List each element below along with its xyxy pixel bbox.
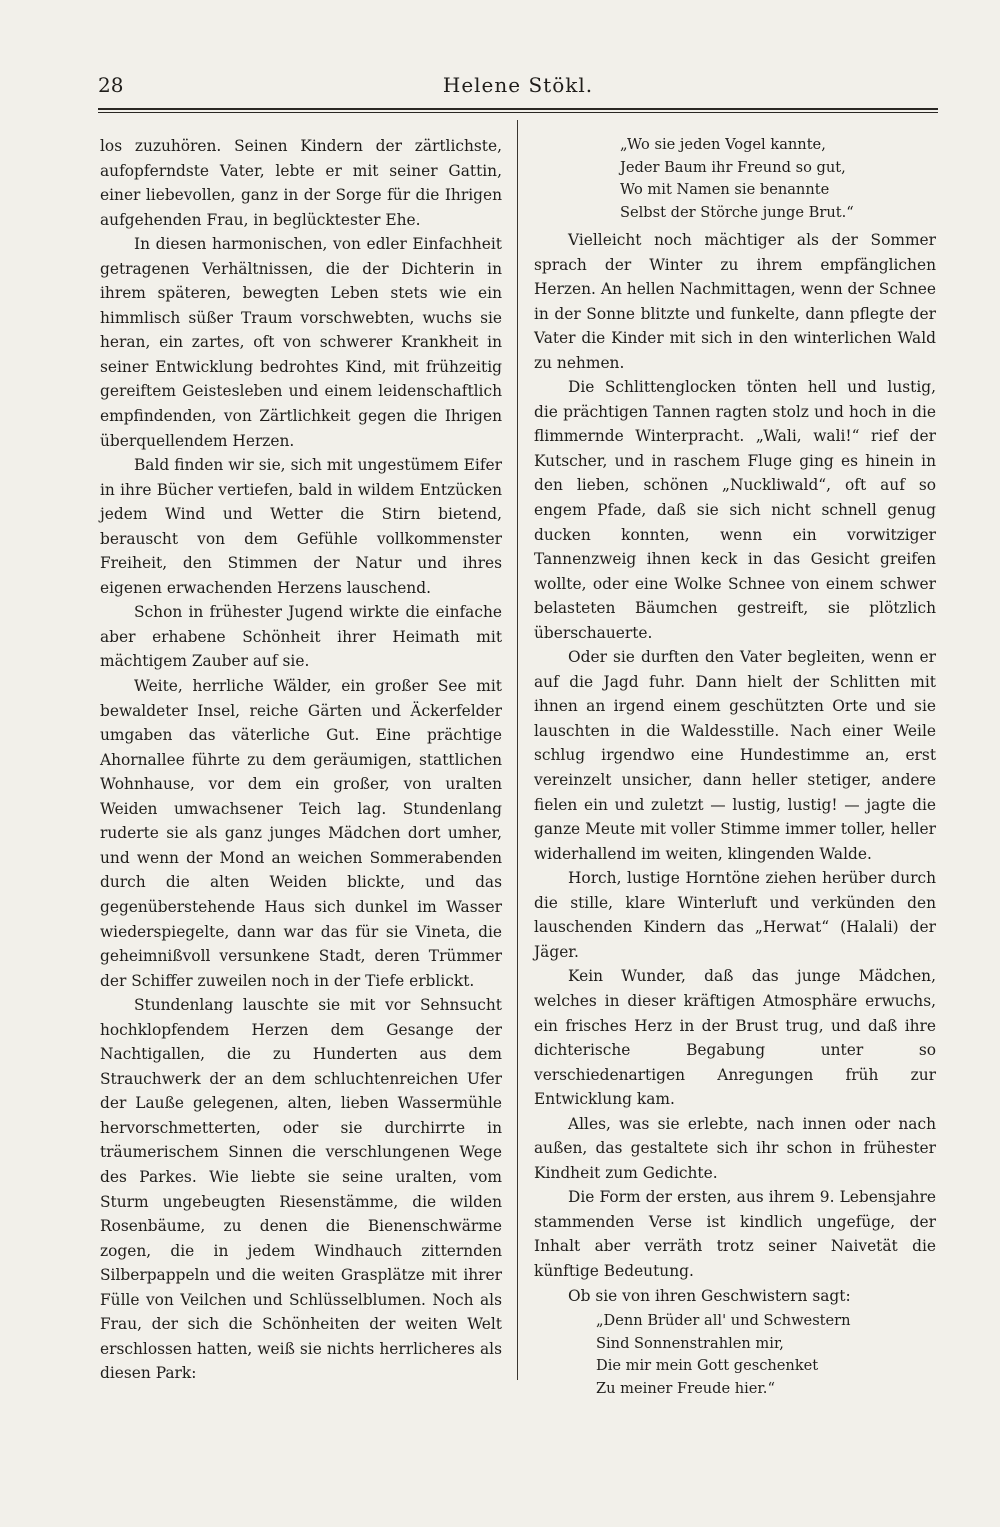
paragraph: In diesen harmonischen, von edler Einfachheit getragenen Verhältnissen, die der Dichterin in ihrem späteren, bewegten Leben stets wie ein himmlisch süßer Traum vorschwebten, wuchs sie heran, ein zartes, oft von schwerer Krankheit in seiner Entwicklung bedrohtes Kind, mit frühzeitig gereiftem Geistesleben und einem leidenschaftlich empfindenden, von Zärtlichkeit gegen die Ihrigen überquellendem Herzen. — [100, 235, 502, 450]
poem-line: Selbst der Störche junge Brut.“ — [620, 203, 854, 221]
paragraph: Weite, herrliche Wälder, ein großer See mit bewaldeter Insel, reiche Gärten und Äckerfelder umgaben das väterliche Gut. Eine prächtige Ahornallee führte zu dem geräumigen, stattlichen Wohnhause, vor dem ein großer, von uralten Weiden umwachsener Teich lag. Stundenlang ruderte sie als ganz junges Mädchen dort umher, und wenn der Mond an weichen Sommerabenden durch die alten Weiden blickte, und das gegenüberstehende Haus sich dunkel im Wasser wiederspiegelte, dann war das für sie Vineta, die geheimnißvoll versunkene Stadt, deren Trümmer der Schiffer zuweilen noch in der Tiefe erblickt. — [100, 677, 502, 990]
poem-line: „Wo sie jeden Vogel kannte, — [620, 136, 826, 153]
page-number: 28 — [98, 73, 124, 97]
poem-line: „Denn Brüder all' und Schwestern — [596, 1312, 851, 1330]
header-rule-thick — [98, 108, 938, 110]
paragraph: Horch, lustige Horntöne ziehen herüber durch die stille, klare Winterluft und verkünden den lauschenden Kindern das „Herwat“ (Halali) der Jäger. — [534, 869, 936, 961]
paragraph: Die Schlittenglocken tönten hell und lustig, die prächtigen Tannen ragten stolz und hoch in die flimmernde Winterpracht. „Wali, wali!“ rief der Kutscher, und in raschem Fluge ging es hinein in den lieben, schönen „Nuckliwald“, oft auf so engem Pfade, daß sie sich nicht schnell genug ducken konnten, wenn ein vorwitziger Tannenzweig ihnen keck in das Gesicht greifen wollte, oder eine Wolke Schnee von einem schwer belasteten Bäumchen gestreift, sie plötzlich überschauerte. — [534, 378, 936, 642]
paragraph: Alles, was sie erlebte, nach innen oder nach außen, das gestaltete sich ihr schon in frühester Kindheit zum Gedichte. — [534, 1114, 936, 1182]
poem-quote-siblings — [596, 1310, 936, 1400]
page-header — [98, 70, 938, 100]
right-column — [534, 134, 936, 1400]
poem-line: Die mir mein Gott geschenket — [596, 1357, 819, 1375]
paragraph: Oder sie durften den Vater begleiten, wenn er auf die Jagd fuhr. Dann hielt der Schlitten mit ihnen an irgend einem geschützten Orte und sie lauschten in die Waldesstille. Nach einer Weile schlug irgendwo eine Hundestimme an, erst vereinzelt unsicher, dann heller stetiger, andere fielen ein und zuletzt — lustig, lustig! — jagte die ganze Meute mit voller Stimme immer toller, heller widerhallend im weiten, klingenden Walde. — [534, 648, 936, 863]
paragraph: Stundenlang lauschte sie mit vor Sehnsucht hochklopfendem Herzen dem Gesange der Nachtigallen, die zu Hunderten aus dem Strauchwerk der an dem schluchtenreichen Ufer der Lauße gelegenen, alten, lieben Wassermühle hervorschmetterten, oder sie durchirrte in träumerischem Sinnen die verschlungenen Wege des Parkes. Wie liebte sie seine uralten, vom Sturm ungebeugten Riesenstämme, die wilden Rosenbäume, zu denen die Bienenschwärme zogen, die in jedem Windhauch zitternden Silberpappeln und die weiten Grasplätze mit ihrer Fülle von Veilchen und Schlüsselblumen. Noch als Frau, der sich die Schönheiten der weiten Welt erschlossen hatten, weiß sie nichts herrlicheres als diesen Park: — [100, 996, 502, 1383]
paragraph: los zuzuhören. Seinen Kindern der zärtlichste, aufopferndste Vater, lebte er mit seiner Gattin, einer liebevollen, ganz in der Sorge für die Ihrigen aufgehenden Frau, in beglücktester Ehe. — [100, 137, 502, 229]
poem-line: Jeder Baum ihr Freund so gut, — [620, 158, 846, 176]
running-head: Helene Stökl. — [442, 73, 594, 97]
left-column — [100, 134, 502, 1386]
poem-line: Sind Sonnenstrahlen mir, — [596, 1334, 784, 1352]
paragraph: Bald finden wir sie, sich mit ungestümem Eifer in ihre Bücher vertiefen, bald in wildem Entzücken jedem Wind und Wetter die Stirn bietend, berauscht von dem Gefühle vollkommenster Freiheit, den Stimmen der Natur und ihres eigenen erwachenden Herzens lauschend. — [100, 456, 502, 597]
poem-line: Zu meiner Freude hier.“ — [596, 1379, 775, 1397]
paragraph: Ob sie von ihren Geschwistern sagt: — [568, 1286, 851, 1305]
header-rule-thin — [98, 112, 938, 113]
paragraph: Die Form der ersten, aus ihrem 9. Lebensjahre stammenden Verse ist kindlich ungefüge, der Inhalt aber verräth trotz seiner Naivetät die künftige Bedeutung. — [534, 1188, 936, 1280]
paragraph: Schon in frühester Jugend wirkte die einfache aber erhabene Schönheit ihrer Heimath mit mächtigem Zauber auf sie. — [100, 603, 502, 671]
poem-line: Wo mit Namen sie benannte — [620, 181, 830, 198]
poem-quote-park — [620, 134, 936, 224]
column-divider — [517, 120, 518, 1380]
paragraph: Kein Wunder, daß das junge Mädchen, welches in dieser kräftigen Atmosphäre erwuchs, ein frisches Herz in der Brust trug, und daß ihre dichterische Begabung unter so verschiedenartigen Anregungen früh zur Entwicklung kam. — [534, 967, 936, 1109]
paragraph: Vielleicht noch mächtiger als der Sommer sprach der Winter zu ihrem empfänglichen Herzen. An hellen Nachmittagen, wenn der Schnee in der Sonne blitzte und funkelte, dann pflegte der Vater die Kinder mit sich in den winterlichen Wald zu nehmen. — [534, 231, 936, 372]
